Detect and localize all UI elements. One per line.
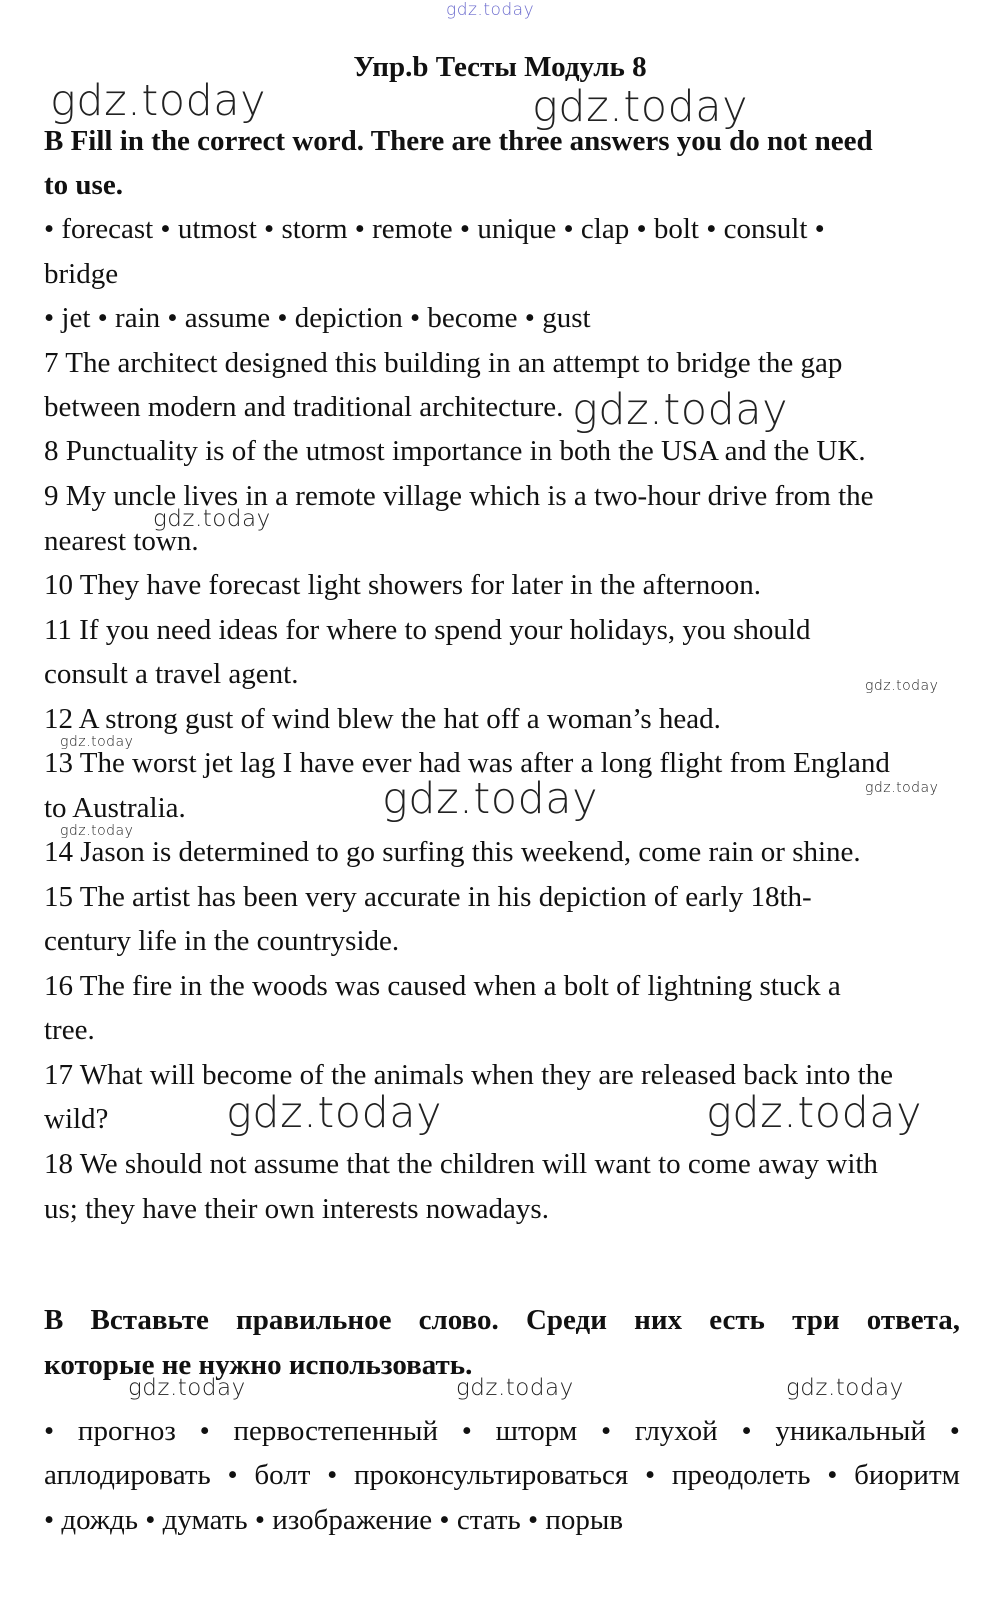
bullet: •: [644, 1459, 656, 1491]
word: уникальный: [775, 1415, 926, 1447]
instruction-line: B Fill in the correct word. There are three answers you do not need: [44, 125, 873, 157]
russian-word-bank-line: • дождь • думать • изображение • стать • порыв: [44, 1504, 624, 1536]
watermark: gdz.today: [865, 678, 939, 694]
exercise-line-14: 14 Jason is determined to go surfing this weekend, come rain or shine.: [44, 836, 861, 868]
word: проконсультироваться: [354, 1459, 629, 1491]
exercise-line-15: 15 The artist has been very accurate in his depiction of early 18th-: [44, 881, 812, 913]
watermark: gdz.today: [50, 76, 267, 126]
exercise-line-18-cont: us; they have their own interests nowadays.: [44, 1193, 549, 1225]
word-bank-line: • forecast • utmost • storm • remote • unique • clap • bolt • consult •: [44, 213, 825, 245]
watermark: gdz.today: [572, 385, 789, 435]
russian-instruction-line: которые не нужно использовать.: [44, 1349, 473, 1381]
watermark: gdz.today: [153, 506, 271, 532]
site-mark-top: gdz.today: [446, 0, 535, 20]
watermark: gdz.today: [128, 1375, 246, 1401]
exercise-line-10: 10 They have forecast light showers for later in the afternoon.: [44, 569, 761, 601]
watermark: gdz.today: [226, 1088, 443, 1138]
exercise-line-12: 12 A strong gust of wind blew the hat off a woman’s head.: [44, 703, 721, 735]
exercise-line-9-cont: nearest town.: [44, 525, 199, 557]
watermark: gdz.today: [60, 823, 134, 839]
russian-instruction-line: [44, 1297, 960, 1343]
word: прогноз: [77, 1415, 176, 1447]
watermark: gdz.today: [532, 82, 749, 132]
russian-word-bank-line: [44, 1408, 960, 1454]
word: Среди: [525, 1304, 607, 1336]
bullet: •: [199, 1415, 210, 1447]
word: преодолеть: [671, 1459, 811, 1491]
word-bank-line: bridge: [44, 258, 119, 290]
exercise-line-18: 18 We should not assume that the children will want to come away with: [44, 1148, 878, 1180]
word: слово.: [418, 1304, 499, 1336]
bullet: •: [44, 1415, 55, 1447]
word: правильное: [236, 1304, 392, 1336]
bullet: •: [600, 1415, 612, 1447]
exercise-line-7-cont: between modern and traditional architecture.: [44, 391, 564, 423]
exercise-line-16-cont: tree.: [44, 1014, 95, 1046]
word: шторм: [495, 1415, 578, 1447]
bullet: •: [227, 1459, 238, 1491]
word: них: [634, 1304, 683, 1336]
word: первостепенный: [233, 1415, 438, 1447]
bullet: •: [327, 1459, 338, 1491]
word: болт: [254, 1459, 311, 1491]
word: аплодировать: [44, 1459, 211, 1491]
instruction-line: to use.: [44, 169, 123, 201]
exercise-line-9: 9 My uncle lives in a remote village which is a two-hour drive from the: [44, 480, 874, 512]
watermark: gdz.today: [786, 1375, 904, 1401]
exercise-line-11-cont: consult a travel agent.: [44, 658, 299, 690]
bullet: •: [949, 1415, 960, 1447]
exercise-line-7: 7 The architect designed this building in an attempt to bridge the gap: [44, 347, 843, 379]
bullet: •: [827, 1459, 838, 1491]
word: В: [44, 1304, 64, 1336]
exercise-line-15-cont: century life in the countryside.: [44, 925, 400, 957]
watermark: gdz.today: [60, 734, 134, 750]
word: Вставьте: [90, 1304, 209, 1336]
watermark: gdz.today: [706, 1088, 923, 1138]
exercise-line-11: 11 If you need ideas for where to spend your holidays, you should: [44, 614, 811, 646]
exercise-line-17: 17 What will become of the animals when they are released back into the: [44, 1059, 894, 1091]
watermark: gdz.today: [382, 774, 599, 824]
word: есть: [709, 1304, 765, 1336]
exercise-line-17-cont: wild?: [44, 1103, 109, 1135]
exercise-line-13-cont: to Australia.: [44, 792, 186, 824]
russian-word-bank-line: [44, 1452, 960, 1498]
word: биоритм: [854, 1459, 960, 1491]
bullet: •: [461, 1415, 472, 1447]
word-bank-line: • jet • rain • assume • depiction • become • gust: [44, 302, 591, 334]
watermark: gdz.today: [456, 1375, 574, 1401]
word: три: [792, 1304, 840, 1336]
word: глухой: [634, 1415, 718, 1447]
exercise-line-8: 8 Punctuality is of the utmost importance in both the USA and the UK.: [44, 435, 866, 467]
page-title: Упр.b Тесты Модуль 8: [353, 51, 647, 83]
watermark: gdz.today: [865, 780, 939, 796]
bullet: •: [741, 1415, 752, 1447]
word: ответа,: [866, 1304, 960, 1336]
exercise-line-13: 13 The worst jet lag I have ever had was after a long flight from England: [44, 747, 890, 779]
exercise-line-16: 16 The fire in the woods was caused when a bolt of lightning stuck a: [44, 970, 841, 1002]
